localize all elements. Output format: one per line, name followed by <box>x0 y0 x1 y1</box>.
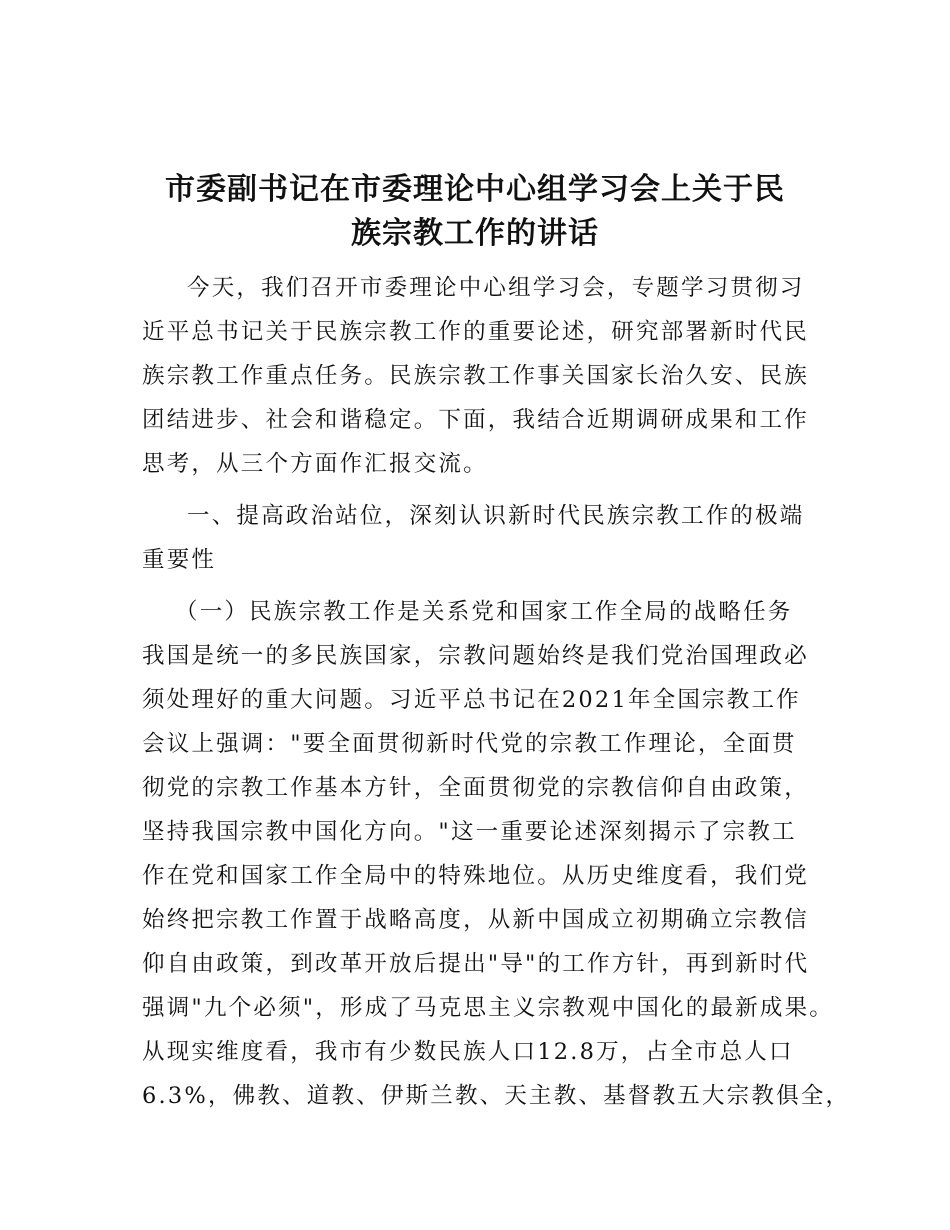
paragraph-line: 始终把宗教工作置于战略高度，从新中国成立初期确立宗教信 <box>142 907 809 933</box>
paragraph-line: 族宗教工作重点任务。民族宗教工作事关国家长治久安、民族 <box>142 363 809 389</box>
paragraph-line: 我国是统一的多民族国家，宗教问题始终是我们党治国理政必 <box>142 643 809 669</box>
paragraph-line: 团结进步、社会和谐稳定。下面，我结合近期调研成果和工作 <box>142 407 809 433</box>
paragraph-line: 彻党的宗教工作基本方针，全面贯彻党的宗教信仰自由政策， <box>142 775 809 801</box>
paragraph-line: 会议上强调："要全面贯彻新时代党的宗教工作理论，全面贯 <box>142 731 797 757</box>
paragraph-line: 仰自由政策，到改革开放后提出"导"的工作方针，再到新时代 <box>142 951 810 977</box>
paragraph-line: 坚持我国宗教中国化方向。"这一重要论述深刻揭示了宗教工 <box>142 819 797 845</box>
document-title-line-2: 族宗教工作的讲话 <box>351 216 599 251</box>
paragraph-line: 6.3%，佛教、道教、伊斯兰教、天主教、基督教五大宗教俱全， <box>142 1083 851 1109</box>
section-heading-line: 重要性 <box>142 547 217 573</box>
paragraph-line: 从现实维度看，我市有少数民族人口12.8万，占全市总人口 <box>142 1039 794 1065</box>
paragraph-line: 强调"九个必须"，形成了马克思主义宗教观中国化的最新成果。 <box>142 995 834 1021</box>
paragraph-line: 思考，从三个方面作汇报交流。 <box>142 451 488 477</box>
subsection-heading-line: （一）民族宗教工作是关系党和国家工作全局的战略任务 <box>175 599 793 625</box>
section-heading-line: 一、提高政治站位，深刻认识新时代民族宗教工作的极端 <box>187 503 805 529</box>
paragraph-line: 作在党和国家工作全局中的特殊地位。从历史维度看，我们党 <box>142 863 809 889</box>
document-title-line-1: 市委副书记在市委理论中心组学习会上关于民 <box>165 172 785 207</box>
paragraph-line: 须处理好的重大问题。习近平总书记在2021年全国宗教工作 <box>142 687 801 713</box>
paragraph-line: 近平总书记关于民族宗教工作的重要论述，研究部署新时代民 <box>142 319 809 345</box>
paragraph-line: 今天，我们召开市委理论中心组学习会，专题学习贯彻习 <box>187 275 805 301</box>
